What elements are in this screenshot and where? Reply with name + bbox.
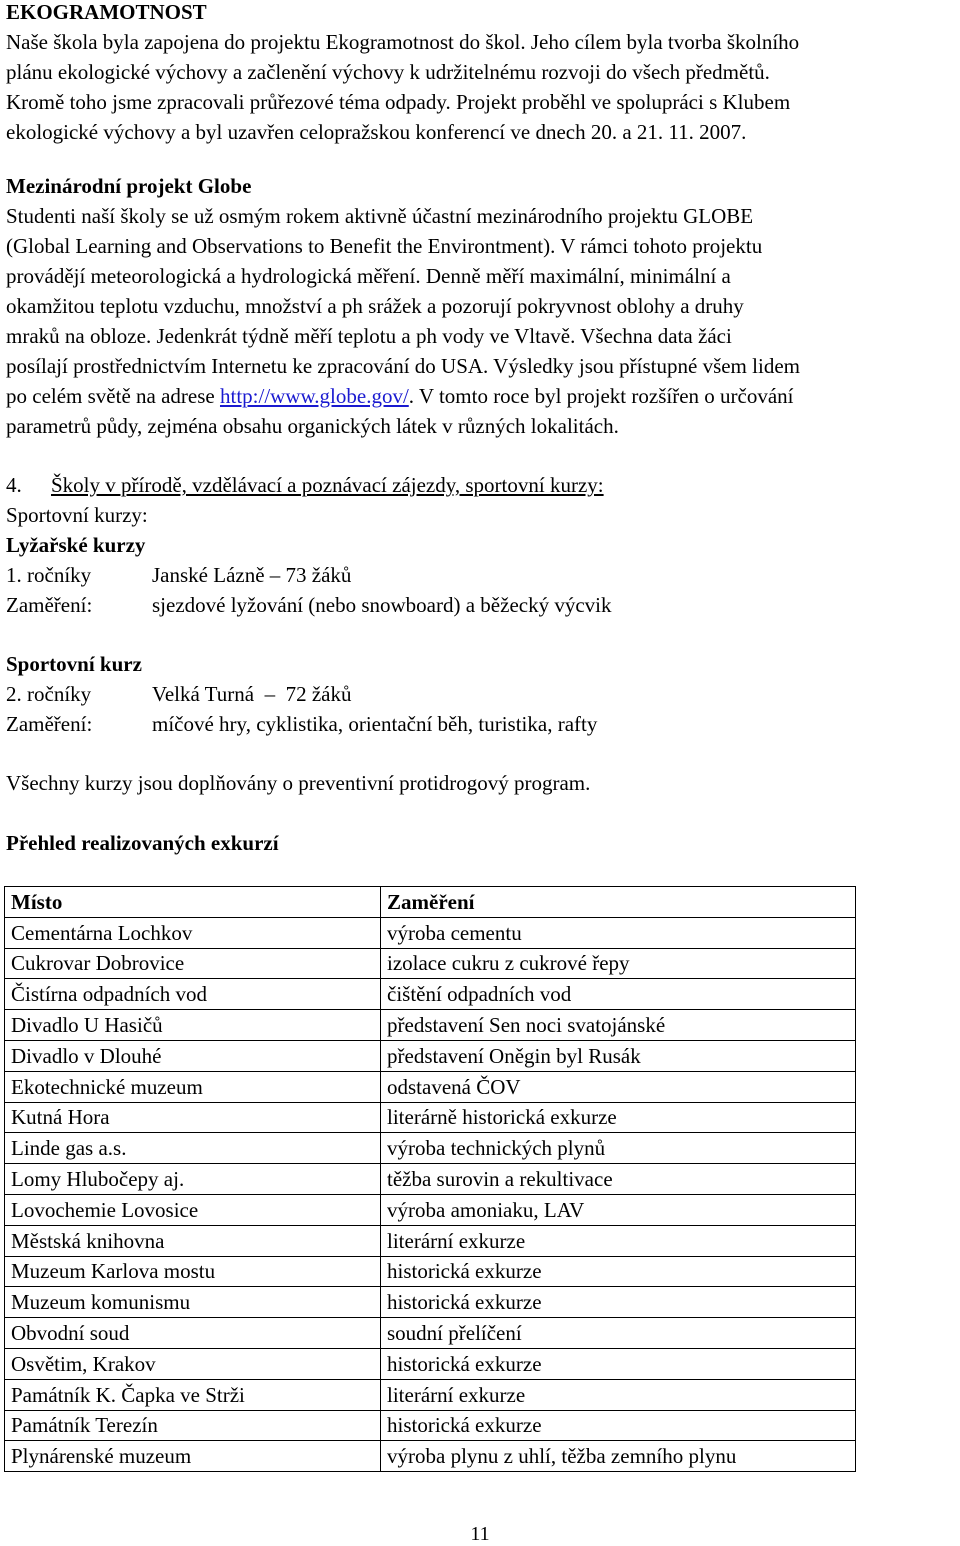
place-cell: Památník Terezín <box>5 1410 381 1441</box>
focus-cell: odstavená ČOV <box>381 1071 856 1102</box>
table-row <box>5 1287 856 1318</box>
place-cell: Cementárna Lochkov <box>5 917 381 948</box>
focus-cell: izolace cukru z cukrové řepy <box>381 948 856 979</box>
table-row <box>5 1441 856 1472</box>
place-cell: Osvětim, Krakov <box>5 1348 381 1379</box>
focus-cell: historická exkurze <box>381 1256 856 1287</box>
sport-grade-row <box>6 679 906 709</box>
sport-focus: míčové hry, cyklistika, orientační běh, turistika, rafty <box>152 712 598 736</box>
focus-cell: historická exkurze <box>381 1287 856 1318</box>
page-number: 11 <box>470 1523 490 1545</box>
focus-cell: výroba plynu z uhlí, těžba zemního plynu <box>381 1441 856 1472</box>
section4-title-line <box>6 470 604 500</box>
ski-place: Janské Lázně – 73 žáků <box>152 563 352 587</box>
globe-line-6: posílají prostřednictvím Internetu ke zpracování do USA. Výsledky jsou přístupné všem lidem <box>6 354 800 378</box>
sport-label: Sportovní kurzy: <box>6 503 148 527</box>
globe-line-4: okamžitou teplotu vzduchu, množství a ph srážek a pozorují pokryvnost oblohy a druhy <box>6 294 744 318</box>
table-row <box>5 1318 856 1349</box>
globe-line-5: mraků na obloze. Jedenkrát týdně měří teplotu a ph vody ve Vltavě. Všechna data žáci <box>6 324 732 348</box>
section4-number: 4. <box>6 473 22 497</box>
sport-focus-label: Zaměření: <box>6 712 93 736</box>
globe-line-2: (Global Learning and Observations to Benefit the Environtment). V rámci tohoto projektu <box>6 234 763 258</box>
table-header-row <box>5 887 856 918</box>
table-row <box>5 917 856 948</box>
globe-line-7-after: . V tomto roce byl projekt rozšířen o určování <box>408 384 794 408</box>
globe-line-3: provádějí meteorologická a hydrologická měření. Denně měří maximální, minimální a <box>6 264 731 288</box>
table-row <box>5 1133 856 1164</box>
table-row <box>5 948 856 979</box>
ski-grade-row <box>6 560 906 590</box>
focus-cell: představení Sen noci svatojánské <box>381 1010 856 1041</box>
ski-focus-row <box>6 590 906 620</box>
place-cell: Čistírna odpadních vod <box>5 979 381 1010</box>
place-cell: Památník K. Čapka ve Strži <box>5 1379 381 1410</box>
place-cell: Lomy Hlubočepy aj. <box>5 1164 381 1195</box>
eko-line-1: Naše škola byla zapojena do projektu Ekogramotnost do škol. Jeho cílem byla tvorba školního <box>6 30 800 54</box>
place-cell: Divadlo U Hasičů <box>5 1010 381 1041</box>
sport-place: Velká Turná – 72 žáků <box>152 682 352 706</box>
globe-heading: Mezinárodní projekt Globe <box>6 174 252 198</box>
excursions-table <box>4 886 856 1472</box>
eko-line-2: plánu ekologické výchovy a začlenění výchovy k udržitelnému rozvoji do všech předmětů. <box>6 60 770 84</box>
table-row <box>5 1102 856 1133</box>
table-row <box>5 1071 856 1102</box>
focus-cell: literární exkurze <box>381 1225 856 1256</box>
eko-heading: EKOGRAMOTNOST <box>6 0 207 24</box>
place-cell: Muzeum Karlova mostu <box>5 1256 381 1287</box>
excursions-heading: Přehled realizovaných exkurzí <box>6 831 279 855</box>
focus-cell: výroba cementu <box>381 917 856 948</box>
sport-grade: 2. ročníky <box>6 682 92 706</box>
sport-focus-row <box>6 709 906 739</box>
courses-note: Všechny kurzy jsou doplňovány o preventivní protidrogový program. <box>6 771 591 795</box>
place-cell: Lovochemie Lovosice <box>5 1194 381 1225</box>
focus-cell: představení Oněgin byl Rusák <box>381 1040 856 1071</box>
focus-cell: čištění odpadních vod <box>381 979 856 1010</box>
place-cell: Plynárenské muzeum <box>5 1441 381 1472</box>
table-row <box>5 1348 856 1379</box>
focus-cell: literární exkurze <box>381 1379 856 1410</box>
table-row <box>5 979 856 1010</box>
globe-link[interactable]: http://www.globe.gov/ <box>219 384 409 408</box>
place-cell: Obvodní soud <box>5 1318 381 1349</box>
place-cell: Muzeum komunismu <box>5 1287 381 1318</box>
focus-cell: těžba surovin a rekultivace <box>381 1164 856 1195</box>
place-cell: Městská knihovna <box>5 1225 381 1256</box>
place-cell: Cukrovar Dobrovice <box>5 948 381 979</box>
ski-focus-label: Zaměření: <box>6 593 93 617</box>
globe-line-7-before: po celém světě na adrese <box>6 384 220 408</box>
globe-line-8: parametrů půdy, zejména obsahu organických látek v různých lokalitách. <box>6 414 619 438</box>
ski-focus: sjezdové lyžování (nebo snowboard) a běžecký výcvik <box>152 593 612 617</box>
place-cell: Kutná Hora <box>5 1102 381 1133</box>
col-header-focus: Zaměření <box>381 887 856 918</box>
place-cell: Ekotechnické muzeum <box>5 1071 381 1102</box>
globe-line-7 <box>6 381 794 411</box>
table-row <box>5 1010 856 1041</box>
table-row <box>5 1379 856 1410</box>
eko-line-4: ekologické výchovy a byl uzavřen celopražskou konferencí ve dnech 20. a 21. 11. 2007. <box>6 120 747 144</box>
table-row <box>5 1256 856 1287</box>
col-header-place: Místo <box>5 887 381 918</box>
table-row <box>5 1225 856 1256</box>
focus-cell: literárně historická exkurze <box>381 1102 856 1133</box>
focus-cell: soudní přelíčení <box>381 1318 856 1349</box>
focus-cell: výroba technických plynů <box>381 1133 856 1164</box>
ski-heading: Lyžařské kurzy <box>6 533 146 557</box>
globe-line-1: Studenti naší školy se už osmým rokem aktivně účastní mezinárodního projektu GLOBE <box>6 204 754 228</box>
sport-heading: Sportovní kurz <box>6 652 142 676</box>
place-cell: Linde gas a.s. <box>5 1133 381 1164</box>
focus-cell: historická exkurze <box>381 1410 856 1441</box>
table-row <box>5 1164 856 1195</box>
table-row <box>5 1194 856 1225</box>
focus-cell: výroba amoniaku, LAV <box>381 1194 856 1225</box>
table-row <box>5 1410 856 1441</box>
place-cell: Divadlo v Dlouhé <box>5 1040 381 1071</box>
ski-grade: 1. ročníky <box>6 563 92 587</box>
table-row <box>5 1040 856 1071</box>
section4-title: Školy v přírodě, vzdělávací a poznávací zájezdy, sportovní kurzy: <box>51 473 604 497</box>
eko-line-3: Kromě toho jsme zpracovali průřezové téma odpady. Projekt proběhl ve spolupráci s Klubem <box>6 90 791 114</box>
focus-cell: historická exkurze <box>381 1348 856 1379</box>
